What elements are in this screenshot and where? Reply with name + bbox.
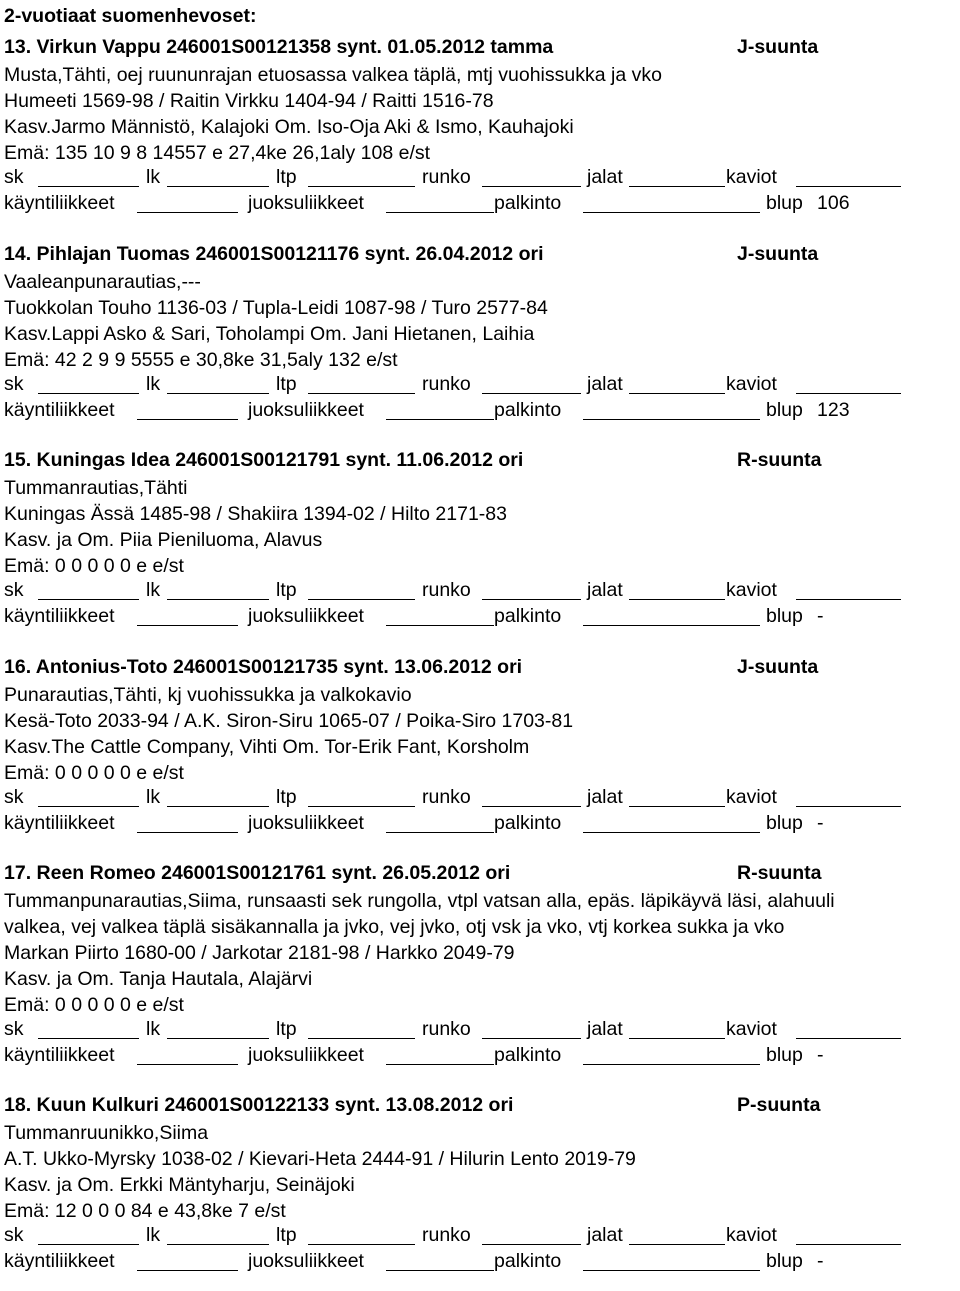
blup-value: 106 [817,192,850,214]
blank-runko [482,393,581,394]
score-row-conformation [4,166,954,192]
entry-header [4,243,954,269]
label-lk: lk [146,786,161,808]
blup-value: 123 [817,399,850,421]
entry-title: 14. Pihlajan Tuomas 246001S00121176 synt. 26.04.2012 ori [4,243,544,265]
blank-sk [38,186,139,187]
blank-palkinto [583,625,760,626]
label-palkinto: palkinto [494,192,562,214]
entry-line: Kesä-Toto 2033-94 / A.K. Siron-Siru 1065-07 / Poika-Siro 1703-81 [4,710,574,732]
label-kayntiliikkeet: käyntiliikkeet [4,399,115,421]
blank-palkinto [583,1270,760,1271]
label-palkinto: palkinto [494,1044,562,1066]
blank-kayntiliikkeet [137,832,238,833]
entry-line: Emä: 135 10 9 8 14557 e 27,4ke 26,1aly 108 e/st [4,142,431,164]
label-jalat: jalat [587,1224,623,1246]
blank-sk [38,393,139,394]
entry-title: 15. Kuningas Idea 246001S00121791 synt. 11.06.2012 ori [4,449,524,471]
label-kaviot: kaviot [726,579,777,601]
blup-value: - [817,812,824,834]
label-juoksuliikkeet: juoksuliikkeet [248,1044,364,1066]
score-row-movement [4,192,954,218]
entry-direction: P-suunta [737,1094,821,1116]
label-runko: runko [422,1224,471,1246]
blup-value: - [817,605,824,627]
label-palkinto: palkinto [494,812,562,834]
blank-ltp [308,393,415,394]
entry-line: Emä: 0 0 0 0 0 e e/st [4,762,184,784]
entry-direction: R-suunta [737,862,822,884]
blank-palkinto [583,419,760,420]
entry-line: Tuokkolan Touho 1136-03 / Tupla-Leidi 1087-98 / Turo 2577-84 [4,297,548,319]
entry-line: Vaaleanpunarautias,--- [4,271,201,293]
label-sk: sk [4,1224,24,1246]
blank-runko [482,599,581,600]
blank-jalat [629,599,725,600]
blank-juoksuliikkeet [386,1270,494,1271]
label-kaviot: kaviot [726,1224,777,1246]
entry-header [4,36,954,62]
blank-palkinto [583,832,760,833]
entry-title: 17. Reen Romeo 246001S00121761 synt. 26.05.2012 ori [4,862,511,884]
label-runko: runko [422,166,471,188]
label-palkinto: palkinto [494,1250,562,1272]
label-kayntiliikkeet: käyntiliikkeet [4,192,115,214]
blank-ltp [308,1244,415,1245]
blup-value: - [817,1044,824,1066]
entry-line: Tummanrautias,Tähti [4,477,188,499]
entry-line: Kasv. ja Om. Tanja Hautala, Alajärvi [4,968,313,990]
entry-line: Punarautias,Tähti, kj vuohissukka ja valkokavio [4,684,412,706]
entry-header [4,862,954,888]
label-sk: sk [4,166,24,188]
entry-title: 18. Kuun Kulkuri 246001S00122133 synt. 13.08.2012 ori [4,1094,514,1116]
blank-jalat [629,1038,725,1039]
entry-line: Tummanruunikko,Siima [4,1122,209,1144]
label-jalat: jalat [587,786,623,808]
label-blup: blup [766,399,803,421]
entry-line: Humeeti 1569-98 / Raitin Virkku 1404-94 / Raitti 1516-78 [4,90,494,112]
blank-kayntiliikkeet [137,625,238,626]
blank-kayntiliikkeet [137,1270,238,1271]
entry-line: Kasv.Lappi Asko & Sari, Toholampi Om. Jani Hietanen, Laihia [4,323,535,345]
entry-line: Musta,Tähti, oej ruununrajan etuosassa valkea täplä, mtj vuohissukka ja vko [4,64,662,86]
label-blup: blup [766,192,803,214]
entry-line: Emä: 0 0 0 0 0 e e/st [4,994,184,1016]
entry-line: Kuningas Ässä 1485-98 / Shakiira 1394-02 / Hilto 2171-83 [4,503,507,525]
label-kayntiliikkeet: käyntiliikkeet [4,812,115,834]
blank-juoksuliikkeet [386,212,494,213]
label-lk: lk [146,373,161,395]
page-heading: 2-vuotiaat suomenhevoset: [4,5,257,27]
label-ltp: ltp [276,579,297,601]
score-row-conformation [4,579,954,605]
label-jalat: jalat [587,373,623,395]
label-ltp: ltp [276,1224,297,1246]
score-row-movement [4,605,954,631]
label-juoksuliikkeet: juoksuliikkeet [248,1250,364,1272]
label-blup: blup [766,1044,803,1066]
label-blup: blup [766,812,803,834]
blup-value: - [817,1250,824,1272]
blank-kayntiliikkeet [137,419,238,420]
score-row-conformation [4,1018,954,1044]
label-kayntiliikkeet: käyntiliikkeet [4,1250,115,1272]
label-sk: sk [4,579,24,601]
blank-runko [482,186,581,187]
label-runko: runko [422,1018,471,1040]
blank-kayntiliikkeet [137,1064,238,1065]
entry-title: 13. Virkun Vappu 246001S00121358 synt. 01.05.2012 tamma [4,36,554,58]
label-jalat: jalat [587,166,623,188]
entry-header [4,449,954,475]
blank-jalat [629,1244,725,1245]
label-lk: lk [146,166,161,188]
blank-palkinto [583,212,760,213]
score-row-movement [4,812,954,838]
blank-runko [482,806,581,807]
blank-juoksuliikkeet [386,832,494,833]
entry-line: valkea, vej valkea täplä sisäkannalla ja jvko, vej jvko, otj vsk ja vko, vtj korkea sukka ja vko [4,916,785,938]
label-kayntiliikkeet: käyntiliikkeet [4,1044,115,1066]
blank-lk [167,599,269,600]
blank-lk [167,1244,269,1245]
label-blup: blup [766,1250,803,1272]
blank-ltp [308,806,415,807]
label-jalat: jalat [587,579,623,601]
entry-direction: J-suunta [737,36,819,58]
entry-line: Emä: 12 0 0 0 84 e 43,8ke 7 e/st [4,1200,286,1222]
label-kayntiliikkeet: käyntiliikkeet [4,605,115,627]
label-ltp: ltp [276,786,297,808]
label-jalat: jalat [587,1018,623,1040]
entry-direction: J-suunta [737,243,819,265]
entry-line: Kasv. ja Om. Erkki Mäntyharju, Seinäjoki [4,1174,355,1196]
blank-kaviot [796,599,901,600]
blank-jalat [629,186,725,187]
blank-kaviot [796,806,901,807]
blank-sk [38,1244,139,1245]
entry-direction: R-suunta [737,449,822,471]
entry-line: Kasv.Jarmo Männistö, Kalajoki Om. Iso-Oja Aki & Ismo, Kauhajoki [4,116,574,138]
label-ltp: ltp [276,166,297,188]
blank-runko [482,1038,581,1039]
label-runko: runko [422,579,471,601]
blank-lk [167,186,269,187]
score-row-conformation [4,373,954,399]
label-ltp: ltp [276,373,297,395]
label-ltp: ltp [276,1018,297,1040]
entry-header [4,1094,954,1120]
label-juoksuliikkeet: juoksuliikkeet [248,399,364,421]
label-runko: runko [422,786,471,808]
blank-ltp [308,186,415,187]
blank-sk [38,806,139,807]
entry-line: Emä: 0 0 0 0 0 e e/st [4,555,184,577]
blank-lk [167,1038,269,1039]
score-row-conformation [4,786,954,812]
entry-line: Emä: 42 2 9 9 5555 e 30,8ke 31,5aly 132 e/st [4,349,398,371]
label-juoksuliikkeet: juoksuliikkeet [248,812,364,834]
label-sk: sk [4,786,24,808]
score-row-movement [4,399,954,425]
score-row-movement [4,1250,954,1276]
label-lk: lk [146,579,161,601]
label-juoksuliikkeet: juoksuliikkeet [248,192,364,214]
blank-juoksuliikkeet [386,1064,494,1065]
blank-kaviot [796,1244,901,1245]
label-palkinto: palkinto [494,605,562,627]
entry-line: Kasv. ja Om. Piia Pieniluoma, Alavus [4,529,323,551]
blank-juoksuliikkeet [386,419,494,420]
label-runko: runko [422,373,471,395]
blank-kaviot [796,186,901,187]
label-kaviot: kaviot [726,166,777,188]
blank-kayntiliikkeet [137,212,238,213]
blank-ltp [308,1038,415,1039]
label-sk: sk [4,373,24,395]
entry-direction: J-suunta [737,656,819,678]
blank-jalat [629,806,725,807]
label-blup: blup [766,605,803,627]
blank-palkinto [583,1064,760,1065]
blank-kaviot [796,393,901,394]
score-row-conformation [4,1224,954,1250]
label-kaviot: kaviot [726,373,777,395]
blank-sk [38,599,139,600]
entry-header [4,656,954,682]
blank-kaviot [796,1038,901,1039]
label-lk: lk [146,1018,161,1040]
label-palkinto: palkinto [494,399,562,421]
entry-line: A.T. Ukko-Myrsky 1038-02 / Kievari-Heta 2444-91 / Hilurin Lento 2019-79 [4,1148,636,1170]
entry-line: Kasv.The Cattle Company, Vihti Om. Tor-Erik Fant, Korsholm [4,736,530,758]
label-sk: sk [4,1018,24,1040]
entry-line: Tummanpunarautias,Siima, runsaasti sek rungolla, vtpl vatsan alla, epäs. läpikäyvä läsi, alahuuli [4,890,835,912]
entry-title: 16. Antonius-Toto 246001S00121735 synt. 13.06.2012 ori [4,656,523,678]
blank-runko [482,1244,581,1245]
entry-line: Markan Piirto 1680-00 / Jarkotar 2181-98 / Harkko 2049-79 [4,942,515,964]
label-kaviot: kaviot [726,786,777,808]
score-row-movement [4,1044,954,1070]
blank-sk [38,1038,139,1039]
blank-ltp [308,599,415,600]
blank-juoksuliikkeet [386,625,494,626]
label-juoksuliikkeet: juoksuliikkeet [248,605,364,627]
label-kaviot: kaviot [726,1018,777,1040]
blank-jalat [629,393,725,394]
blank-lk [167,806,269,807]
label-lk: lk [146,1224,161,1246]
blank-lk [167,393,269,394]
